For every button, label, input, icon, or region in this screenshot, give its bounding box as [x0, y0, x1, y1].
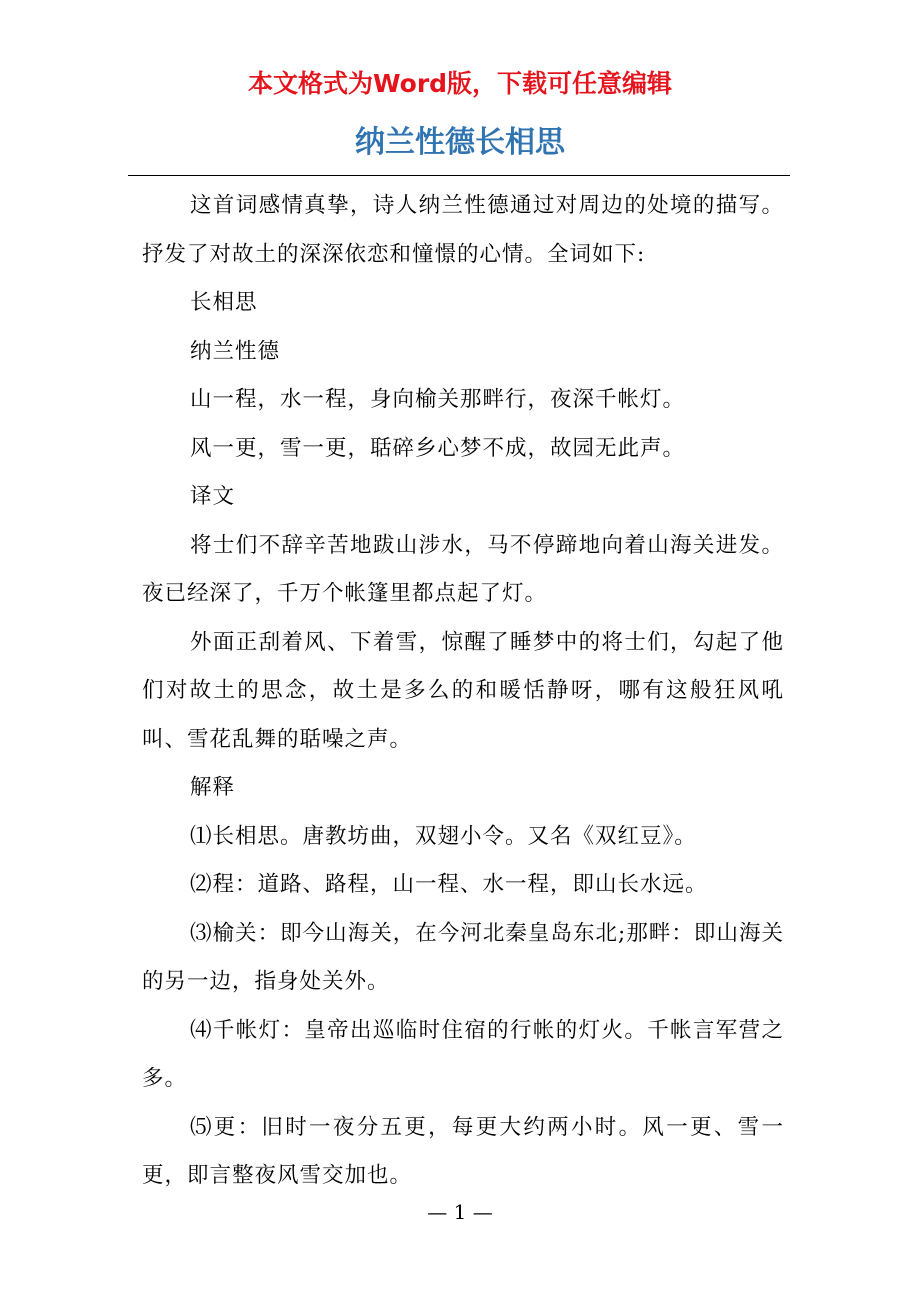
note-item: ⑶榆关：即今山海关，在今河北秦皇岛东北;那畔：即山海关的另一边，指身处关外。: [142, 920, 784, 994]
poem-line: 风一更，雪一更，聒碎乡心梦不成，故园无此声。: [190, 435, 686, 461]
intro-paragraph: 这首词感情真挚，诗人纳兰性德通过对周边的处境的描写。抒发了对故土的深深依恋和憧憬的心情。全词如下:: [142, 193, 784, 267]
note-item: ⑴长相思。唐教坊曲，双翅小令。又名《双红豆》。: [190, 823, 697, 849]
title-divider: [128, 175, 790, 176]
notes-heading: 解释: [190, 775, 236, 800]
note-item: ⑸更：旧时一夜分五更，每更大约两小时。风一更、雪一更，即言整夜风雪交加也。: [142, 1114, 784, 1188]
note-item: ⑵程：道路、路程，山一程、水一程，即山长水远。: [190, 872, 708, 897]
format-notice-banner: 本文格式为Word版，下载可任意编辑: [247, 69, 673, 98]
translation-heading: 译文: [190, 484, 236, 509]
document-body: [142, 182, 784, 1201]
document-title: 纳兰性德长相思: [355, 125, 565, 160]
note-item: ⑷千帐灯：皇帝出巡临时住宿的行帐的灯火。千帐言军营之多。: [142, 1017, 784, 1091]
poem-title: 长相思: [190, 290, 258, 315]
poem-author: 纳兰性德: [190, 338, 281, 364]
poem-line: 山一程，水一程，身向榆关那畔行，夜深千帐灯。: [190, 387, 686, 412]
page-number: — 1 —: [427, 1200, 493, 1224]
translation-paragraph: 将士们不辞辛苦地跋山涉水，马不停蹄地向着山海关进发。夜已经深了，千万个帐篷里都点起了灯。: [142, 532, 784, 606]
translation-paragraph: 外面正刮着风、下着雪，惊醒了睡梦中的将士们，勾起了他们对故土的思念，故土是多么的和暖恬静呀，哪有这般狂风吼叫、雪花乱舞的聒噪之声。: [142, 629, 784, 752]
